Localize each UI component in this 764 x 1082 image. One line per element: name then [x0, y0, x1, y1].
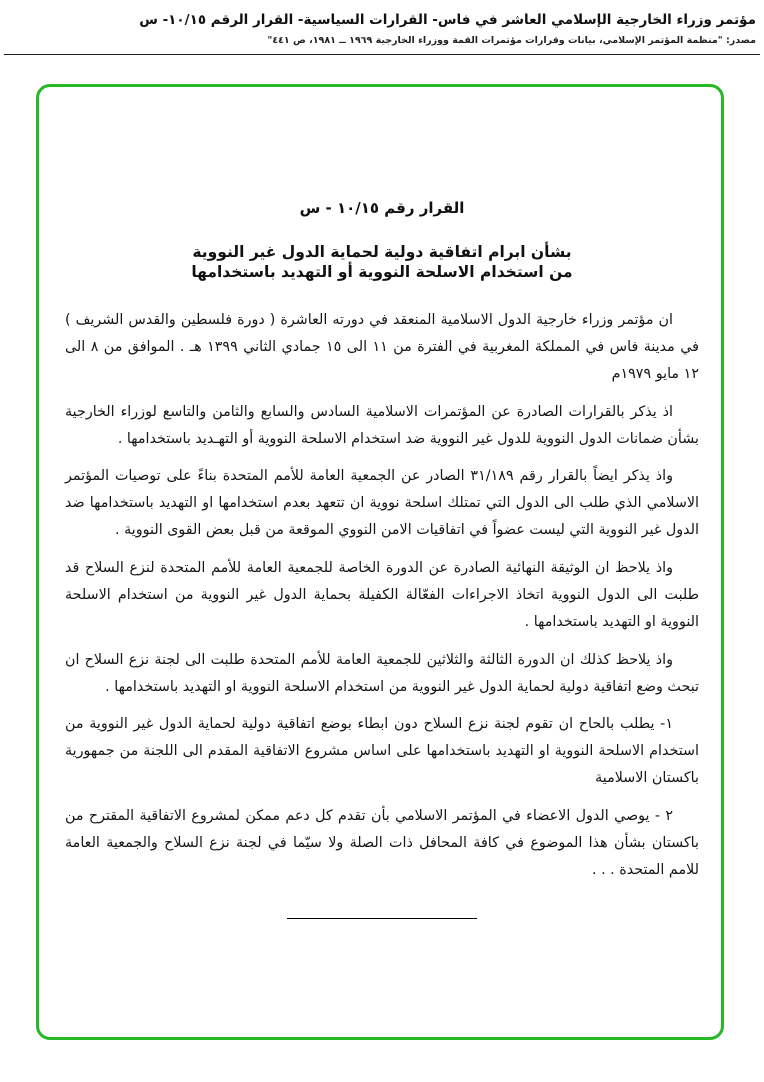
paragraph-noting-2: واذ يلاحظ كذلك ان الدورة الثالثة والثلاثين للجمعية العامة للأمم المتحدة طلبت الى لجنة نزع السلاح ان تبحث وضع اتفاقية دولية لحماية الدول غير النووية من استخدام الاسلحة النووية او التهديد باستخدامها .	[65, 651, 699, 695]
resolution-number: القرار رقم ١٠/١٥ - س	[299, 199, 465, 217]
header-source-line: مصدر: "منظمة المؤتمر الإسلامي، بيانات وقرارات مؤتمرات القمة ووزراء الخارجية ١٩٦٩ ــ ١٩٨١، ص ٤٤١"	[267, 35, 756, 46]
end-divider	[287, 918, 477, 919]
paragraph-preamble: ان مؤتمر وزراء خارجية الدول الاسلامية المنعقد في دورته العاشرة ( دورة فلسطين والقدس الشريف ) في مدينة فاس في المملكة المغربية في الفترة من ١١ الى ١٥ جمادي الثاني ١٣٩٩ هـ . الموافق من ٨ الى ١٢ مايو ١٩٧٩م	[65, 312, 700, 382]
paragraph-noting-1: واذ يلاحظ ان الوثيقة النهائية الصادرة عن الدورة الخاصة للجمعية العامة للأمم المتحدة لنزع السلاح قد طلبت الى الدول النووية اتخاذ الاجراءات الفعّالة الكفيلة بحماية الدول غير النووية من استخدام الاسلحة النووية او التهديد باستخدامها .	[65, 560, 699, 630]
paragraph-recalling-2: واذ يذكر ايضاً بالقرار رقم ٣١/١٨٩ الصادر عن الجمعية العامة للأمم المتحدة بناءً على توصيات المؤتمر الاسلامي الذي طلب الى الدول التي تمتلك اسلحة نووية ان تتعهد بعدم استخدامها او التهديد باستخدامها ضد الدول غير النووية التي ليست عضواً في اتفاقيات الامن النووي الموقعة من قبل بعض القوى النووية .	[65, 468, 699, 539]
paragraph-operative-2: ٢ - يوصي الدول الاعضاء في المؤتمر الاسلامي بأن تقدم كل دعم ممكن لمشروع الاتفاقية المقترح من باكستان بشأن هذا الموضوع في كافة المحافل ذات الصلة ولا سيّما في لجنة نزع السلاح والجمعية العامة للامم المتحدة . . .	[65, 808, 699, 878]
header-divider	[4, 54, 760, 55]
resolution-subject-line-2: من استخدام الاسلحة النووية أو التهديد باستخدامها	[191, 263, 573, 281]
document-frame	[36, 84, 724, 1040]
page-header	[0, 0, 764, 46]
header-title: مؤتمر وزراء الخارجية الإسلامي العاشر في فاس- القرارات السياسية- القرار الرقم ١٠/١٥- س	[139, 12, 756, 28]
paragraph-recalling-1: اذ يذكر بالقرارات الصادرة عن المؤتمرات الاسلامية السادس والسابع والثامن والتاسع لوزراء الخارجية بشأن ضمانات الدول النووية للدول غير النووية ضد استخدام الاسلحة النووية أو التهـديد باستخدامها .	[65, 403, 699, 447]
resolution-body	[65, 307, 699, 884]
resolution-subject-line-1: بشأن ابرام اتفاقية دولية لحماية الدول غير النووية	[192, 243, 572, 261]
paragraph-operative-1: ١- يطلب بالحاح ان تقوم لجنة نزع السلاح دون ابطاء بوضع اتفاقية دولية لحماية الدول غير النووية من استخدام الاسلحة النووية او التهديد باستخدامها على اساس مشروع الاتفاقية المقدم الى اللجنة من جمهورية باكستان الاسلامية	[65, 716, 699, 787]
